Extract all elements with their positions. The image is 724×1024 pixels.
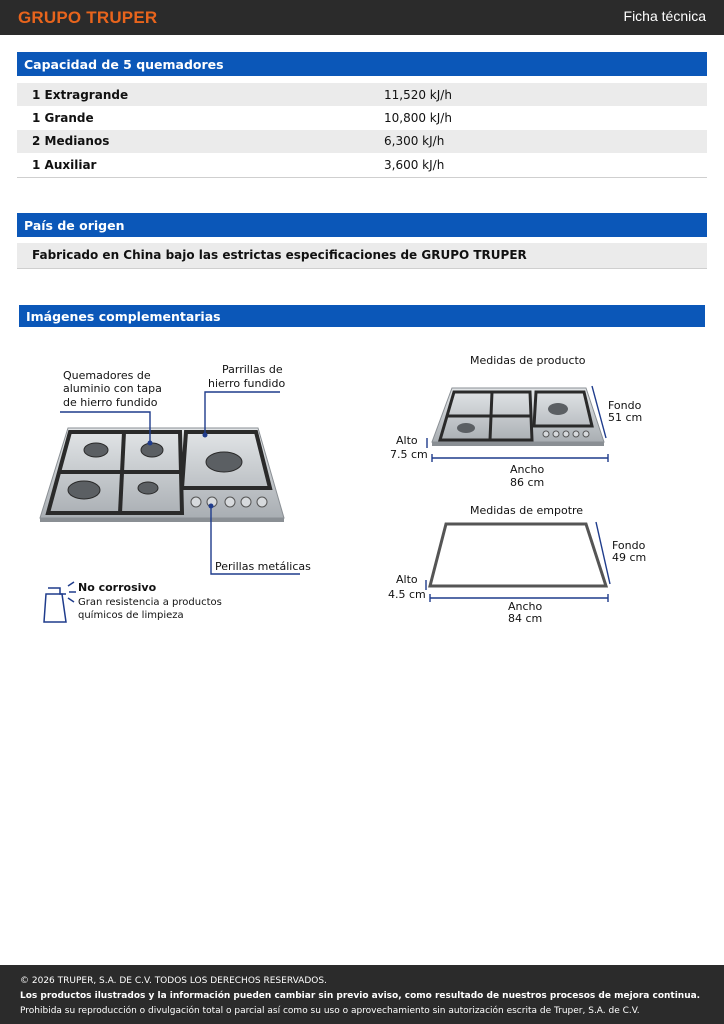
footer: [0, 965, 724, 1024]
svg-text:7.5 cm: 7.5 cm: [390, 448, 428, 461]
svg-text:Fondo: Fondo: [608, 399, 642, 412]
footer-legal: Prohibida su reproducción o divulgación total o parcial así como su uso o aprovechamiento sin autorización escrita de Truper, S.A. de C.V.: [20, 1006, 640, 1016]
row-value: 11,520 kJ/h: [384, 87, 452, 102]
svg-text:aluminio con tapa: aluminio con tapa: [63, 382, 162, 395]
section-header-capacity: Capacidad de 5 quemadores: [17, 52, 707, 76]
footer-notice: Los productos ilustrados y la información pueden cambiar sin previo aviso, como resultado de nuestros procesos de mejora continua.: [20, 991, 701, 1001]
row-value: 10,800 kJ/h: [384, 110, 452, 125]
svg-text:4.5 cm: 4.5 cm: [388, 588, 426, 601]
brand-logo: GRUPO TRUPER: [18, 8, 158, 27]
svg-text:Alto: Alto: [396, 573, 418, 586]
svg-text:Ancho: Ancho: [510, 463, 545, 476]
row-label: 2 Medianos: [32, 134, 110, 149]
svg-text:Ancho: Ancho: [508, 600, 543, 613]
svg-text:Quemadores de: Quemadores de: [63, 369, 151, 382]
svg-text:Alto: Alto: [396, 434, 418, 447]
top-bar: [0, 0, 724, 35]
svg-text:de hierro fundido: de hierro fundido: [63, 396, 158, 409]
capacity-table: [17, 83, 707, 176]
svg-text:49 cm: 49 cm: [612, 551, 647, 564]
svg-text:Fondo: Fondo: [612, 539, 646, 552]
svg-text:Medidas de empotre: Medidas de empotre: [470, 504, 584, 517]
svg-text:Gran resistencia a productos: Gran resistencia a productos: [78, 597, 222, 608]
table-row: [17, 106, 707, 129]
svg-text:84 cm: 84 cm: [508, 612, 543, 625]
svg-text:Perillas metálicas: Perillas metálicas: [215, 560, 311, 573]
row-value: 3,600 kJ/h: [384, 157, 445, 172]
section-header-images: Imágenes complementarias: [19, 305, 705, 327]
document-type: Ficha técnica: [623, 8, 706, 24]
svg-text:Parrillas de: Parrillas de: [222, 363, 283, 376]
svg-text:No corrosivo: No corrosivo: [78, 581, 157, 594]
row-label: 1 Extragrande: [32, 87, 129, 102]
row-value: 6,300 kJ/h: [384, 134, 445, 149]
cooktop-illustration: [40, 428, 284, 522]
svg-text:86 cm: 86 cm: [510, 476, 545, 489]
footer-copyright: © 2026 TRUPER, S.A. DE C.V. TODOS LOS DERECHOS RESERVADOS.: [20, 976, 327, 986]
spray-bottle-icon: [44, 582, 76, 622]
table-divider: [17, 177, 707, 178]
row-label: 1 Grande: [32, 110, 94, 125]
row-label: 1 Auxiliar: [32, 157, 97, 172]
complementary-images: [0, 330, 724, 640]
table-divider: [17, 268, 707, 269]
svg-text:químicos de limpieza: químicos de limpieza: [78, 610, 184, 621]
table-row: [17, 83, 707, 106]
cutout-dimensions: [388, 504, 646, 625]
callout-grates: [203, 363, 286, 438]
svg-text:Medidas de producto: Medidas de producto: [470, 354, 586, 367]
table-row: [17, 130, 707, 153]
origin-text: Fabricado en China bajo las estrictas especificaciones de GRUPO TRUPER: [17, 243, 707, 268]
svg-text:hierro fundido: hierro fundido: [208, 377, 286, 390]
section-header-origin: País de origen: [17, 213, 707, 237]
no-corrosion-note: [44, 581, 222, 622]
product-dimensions: [390, 354, 642, 489]
svg-text:51 cm: 51 cm: [608, 411, 643, 424]
table-row: [17, 153, 707, 176]
